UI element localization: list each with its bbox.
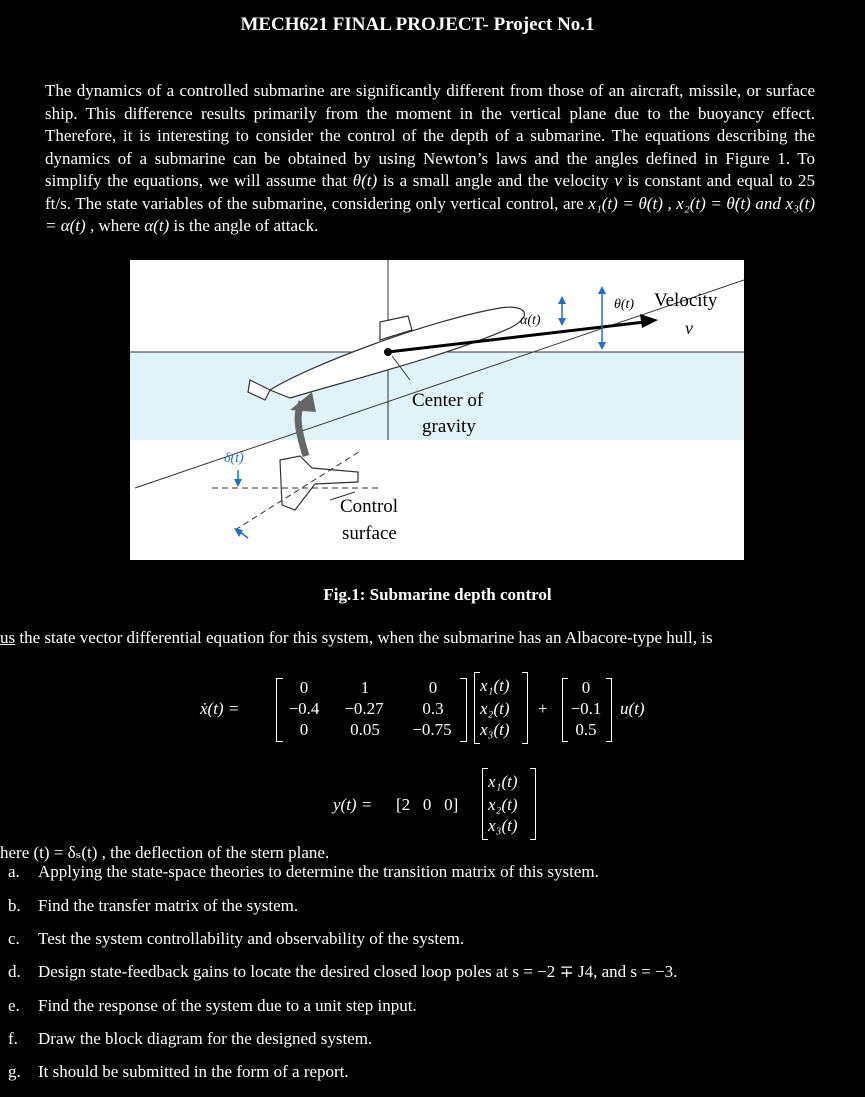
task-text: Find the response of the system due to a unit step input. [38,996,417,1015]
task-item-g [8,1062,349,1082]
matrix-a-cell: −0.75 [412,720,452,739]
vector-cx-right-bracket [530,768,536,840]
velocity-symbol: v [614,171,622,190]
intro-text-3: is constant and equal to 25 ft/s. The state variables of the submarine, considering only vertical control, are [45,171,815,213]
matrix-a-cell: −0.4 [288,699,320,718]
delta-label: δ(t) [224,451,244,466]
control-label-line2: surface [342,523,397,544]
task-item-d [8,962,677,982]
state-equation-intro-cut: us [0,628,16,647]
vector-cx-entry: x₃(t) [488,816,518,835]
alpha-label: α(t) [520,313,541,328]
task-item-c [8,929,464,949]
state-equation-intro [0,628,713,648]
vector-cx-entry: x₂(t) [488,795,518,814]
matrix-a-cell: 0 [299,720,309,739]
velocity-arrow-head [640,314,658,328]
matrix-a-cell: 0 [299,678,309,697]
alpha-symbol: α(t) [144,216,170,235]
matrix-a-cell: 0 [428,678,438,697]
task-label: e. [8,996,20,1015]
vector-cx-entry: x₁(t) [488,772,518,791]
task-item-a [8,862,599,882]
intro-text-2: is a small angle and the velocity [377,171,615,190]
submarine-diagram [130,260,744,560]
task-label: g. [8,1062,21,1081]
page-title: MECH621 FINAL PROJECT- Project No.1 [240,14,595,35]
theta-symbol: θ(t) [352,171,378,190]
task-text: Find the transfer matrix of the system. [38,896,299,915]
state-variables: x₁(t) = θ(t) , x₂(t) = θ̇(t) and x₃(t) = α(t) [45,193,815,235]
vector-x-entry: x₃(t) [480,720,510,739]
task-text: It should be submitted in the form of a report. [38,1062,349,1081]
matrix-a-cell: 0.3 [422,699,444,718]
vector-b-entry: 0.5 [575,720,597,739]
matrix-a-cell: 1 [360,678,370,697]
plus-sign: + [538,699,548,718]
matrix-a-cell: 0.05 [350,720,380,739]
task-text: Design state-feedback gains to locate the desired closed loop poles at s = −2 ∓ J4, and s = −3. [38,962,678,981]
task-item-b [8,896,298,916]
matrix-a-right-bracket [460,678,467,742]
cg-label-line2: gravity [422,416,476,437]
figure-caption: Fig.1: Submarine depth control [323,585,552,604]
intro-text-5: is the angle of attack. [169,216,319,235]
where-line: here (t) = δₛ(t) , the deflection of the stern plane. [0,843,330,862]
velocity-label: Velocity [654,290,718,311]
vector-b-entry: 0 [581,678,591,697]
task-text: Applying the state-space theories to determine the transition matrix of this system. [38,862,599,881]
vector-b-right-bracket [606,678,612,742]
task-label: f. [8,1029,18,1048]
theta-label: θ(t) [614,297,635,312]
xdot-lhs: ẋ(t) = [200,699,240,718]
control-label-line1: Control [340,496,399,517]
task-item-f [8,1029,372,1049]
matrix-c: [2 0 0] [396,795,459,814]
vector-x-right-bracket [522,672,528,744]
task-label: c. [8,929,20,948]
task-item-e [8,996,417,1016]
state-equation-intro-text: the state vector differential equation for this system, when the submarine has an Albacore-type hull, is [15,628,713,647]
velocity-symbol-label: v [685,318,693,338]
vector-x-entry: x₁(t) [480,676,510,695]
cg-label-line1: Center of [412,390,484,411]
intro-text-1: The dynamics of a controlled submarine are significantly different from those of an aircraft, missile, or surface ship. This difference results primarily from the moment in the vertical plane due to the buoyancy effect. Therefore, it is interesting to consider the control of the depth of a submarine. The equations describing the dynamics of a submarine can be obtained by using Newton’s laws and the angles defined in Figure 1. To simplify the equations, we will assume that [45,81,815,190]
task-text: Test the system controllability and observability of the system. [38,929,465,948]
task-label: b. [8,896,21,915]
task-label: d. [8,962,21,981]
vector-b-entry: −0.1 [570,699,602,718]
matrix-a-cell: −0.27 [344,699,384,718]
task-label: a. [8,862,20,881]
submarine-figure [130,260,744,560]
intro-text-4: , where [85,216,145,235]
intro-paragraph [45,80,815,238]
task-text: Draw the block diagram for the designed system. [38,1029,373,1048]
y-lhs: y(t) = [333,795,373,814]
input-u: u(t) [620,699,645,718]
vector-x-entry: x₂(t) [480,699,510,718]
